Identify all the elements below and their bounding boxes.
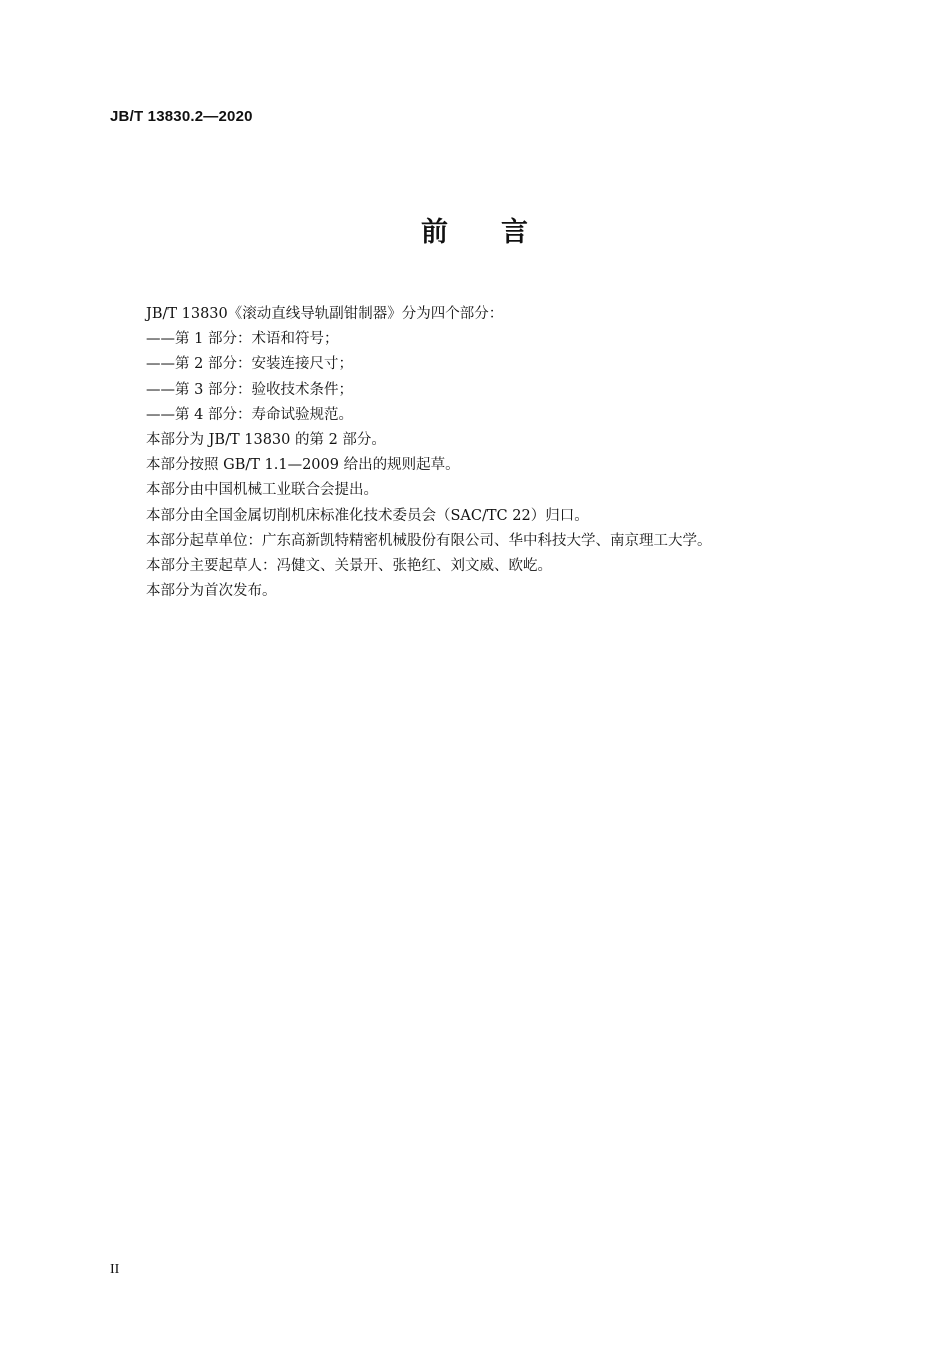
page-title xyxy=(0,210,950,249)
part-2-item: ——第 2 部分：安装连接尺寸； xyxy=(146,356,353,373)
drafting-units-line: 本部分起草单位：广东高新凯特精密机械股份有限公司、华中科技大学、南京理工大学。 xyxy=(146,532,712,549)
part-4-item: ——第 4 部分：寿命试验规范。 xyxy=(146,406,353,423)
part-1-item: ——第 1 部分：术语和符号； xyxy=(146,331,339,348)
foreword-body xyxy=(146,302,866,604)
title-char-1: 前 xyxy=(421,217,449,248)
committee-line: 本部分由全国金属切削机床标准化技术委员会（SAC/TC 22）归口。 xyxy=(146,507,589,524)
page-number: II xyxy=(110,1262,120,1277)
standard-code: JB/T 13830.2—2020 xyxy=(110,108,253,125)
drafting-rules-line: 本部分按照 GB/T 1.1—2009 给出的规则起草。 xyxy=(146,457,460,474)
proposer-line: 本部分由中国机械工业联合会提出。 xyxy=(146,482,378,499)
first-release-line: 本部分为首次发布。 xyxy=(146,583,277,600)
part-3-item: ——第 3 部分：验收技术条件； xyxy=(146,381,353,398)
drafters-line: 本部分主要起草人：冯健文、关景开、张艳红、刘文威、欧屹。 xyxy=(146,557,552,574)
title-char-2: 言 xyxy=(501,217,529,248)
part-statement-line: 本部分为 JB/T 13830 的第 2 部分。 xyxy=(146,431,386,448)
parts-intro-line: JB/T 13830《滚动直线导轨副钳制器》分为四个部分： xyxy=(146,306,504,322)
